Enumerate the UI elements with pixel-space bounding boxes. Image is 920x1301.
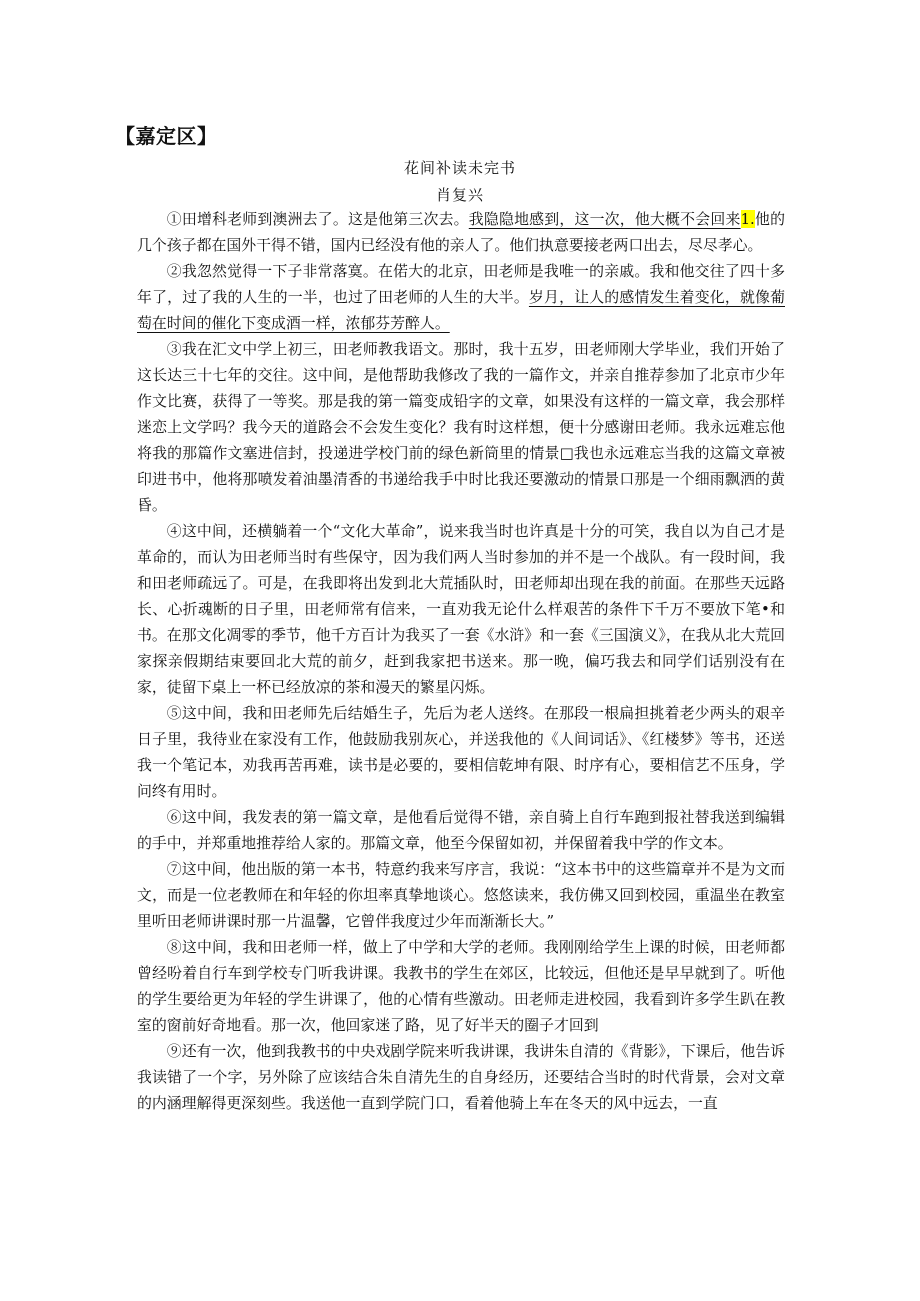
paragraph-1 (137, 206, 785, 258)
paragraph-4: ④这中间，还横躺着一个“文化大革命”，说来我当时也许真是十分的可笑，我自以为自己才是革命的，而认为田老师当时有些保守，因为我们两人当时参加的并不是一个战队。有一段时间，我和田老师疏远了。可是，在我即将出发到北大荒插队时，田老师却出现在我的前面。在那些天远路长、心折魂断的日子里，田老师常有信来，一直劝我无论什么样艰苦的条件下千万不要放下笔•和书。在那文化凋零的季节，他千方百计为我买了一套《水浒》和一套《三国演义》，在我从北大荒回家探亲假期结束要回北大荒的前夕，赶到我家把书送来。那一晚，偏巧我去和同学们话别没有在家，徒留下桌上一杯已经放凉的茶和漫天的繁星闪烁。 (137, 522, 785, 696)
paragraph-8: ⑧这中间，我和田老师一样，做上了中学和大学的老师。我刚刚给学生上课的时候，田老师都曾经吩着自行车到学校专门听我讲课。我教书的学生在郊区，比较远，但他还是早早就到了。听他的学生要给更为年轻的学生讲课了，他的心情有些激动。田老师走进校园，我看到许多学生趴在教室的窗前好奇地看。那一次，他回家迷了路，见了好半天的圈子才回到 (137, 938, 785, 1034)
paragraph-2-text-a: ②我忽然觉得一下子非常落寞。在偌大的北京，田老师是我唯一的亲戚。我和他交往了四十多年了，过了我的人生的一半，也过了田老师的人生的大半。 (137, 262, 785, 306)
paragraph-5: ⑤这中间，我和田老师先后结婚生子，先后为老人送终。在那段一根扁担挑着老少两头的艰辛日子里，我待业在家没有工作，他鼓励我别灰心，并送我他的《人间词话》、《红楼梦》等书，还送我一个笔记本，劝我再苦再难，读书是必要的，要相信乾坤有限、时序有心，要相信艺不压身，学问终有用时。 (137, 704, 785, 800)
paragraph-7: ⑦这中间，他出版的第一本书，特意约我来写序言，我说：“这本书中的这些篇章并不是为文而文，而是一位老教师在和年轻的你坦率真挚地谈心。悠悠读来，我仿佛又回到校园，重温坐在教室里听田老师讲课时那一片温馨，它曾伴我度过少年而渐渐长大。” (137, 860, 785, 930)
paragraph-9: ⑨还有一次，他到我教书的中央戏剧学院来听我讲课，我讲朱自清的《背影》，下课后，他告诉我读错了一个字，另外除了应该结合朱自清先生的自身经历，还要结合当时的时代背景，会对文章的内涵理解得更深刻些。我送他一直到学院门口，看着他骑上车在冬天的风中远去，一直 (137, 1042, 785, 1112)
question-marker-highlight: 1. (740, 210, 755, 228)
paragraph-1-text-a: ①田增科老师到澳洲去了。这是他第三次去。 (166, 210, 469, 228)
article-author: 肖复兴 (435, 186, 484, 204)
paragraph-3: ③我在汇文中学上初三，田老师教我语文。那时，我十五岁，田老师刚大学毕业，我们开始了这长达三十七年的交往。这中间，是他帮助我修改了我的一篇作文，并亲自推荐参加了北京市少年作文比赛，获得了一等奖。那是我的第一篇变成铅字的文章，如果没有这样的一篇文章，我会那样迷恋上文学吗？我今天的道路会不会发生变化？我有时这样想，便十分感谢田老师。我永远难忘他将我的那篇作文塞进信封，投递进学校门前的绿色新筒里的情景□我也永远难忘当我的这篇文章被印进书中，他将那喷发着油墨清香的书递给我手中时比我还要激动的情景口那是一个细雨飘洒的黄昏。 (137, 340, 785, 514)
paragraph-2 (137, 258, 785, 336)
paragraph-1-underlined-sentence: 我隐隐地感到，这一次，他大概不会回来 (468, 210, 741, 228)
paragraph-2-underlined-sentence: 岁月，让人的感情发生着变化，就像葡萄在时间的催化下变成酒一样，浓郁芬芳醉人。 (137, 288, 785, 332)
paragraph-6: ⑥这中间，我发表的第一篇文章，是他看后觉得不错，亲自骑上自行车跑到报社替我送到编辑的手中，并郑重地推荐给人家的。那篇文章，他至今保留如初，并保留着我中学的作文本。 (137, 808, 785, 852)
article-title: 花间补读未完书 (403, 159, 516, 177)
region-label: 【嘉定区】 (115, 124, 218, 148)
article-body (137, 206, 785, 1116)
paragraph-1-text-c: 他的几个孩子都在国外干得不错，国内已经没有他的亲人了。他们执意要接老两口出去，尽尽孝心。 (137, 210, 785, 254)
